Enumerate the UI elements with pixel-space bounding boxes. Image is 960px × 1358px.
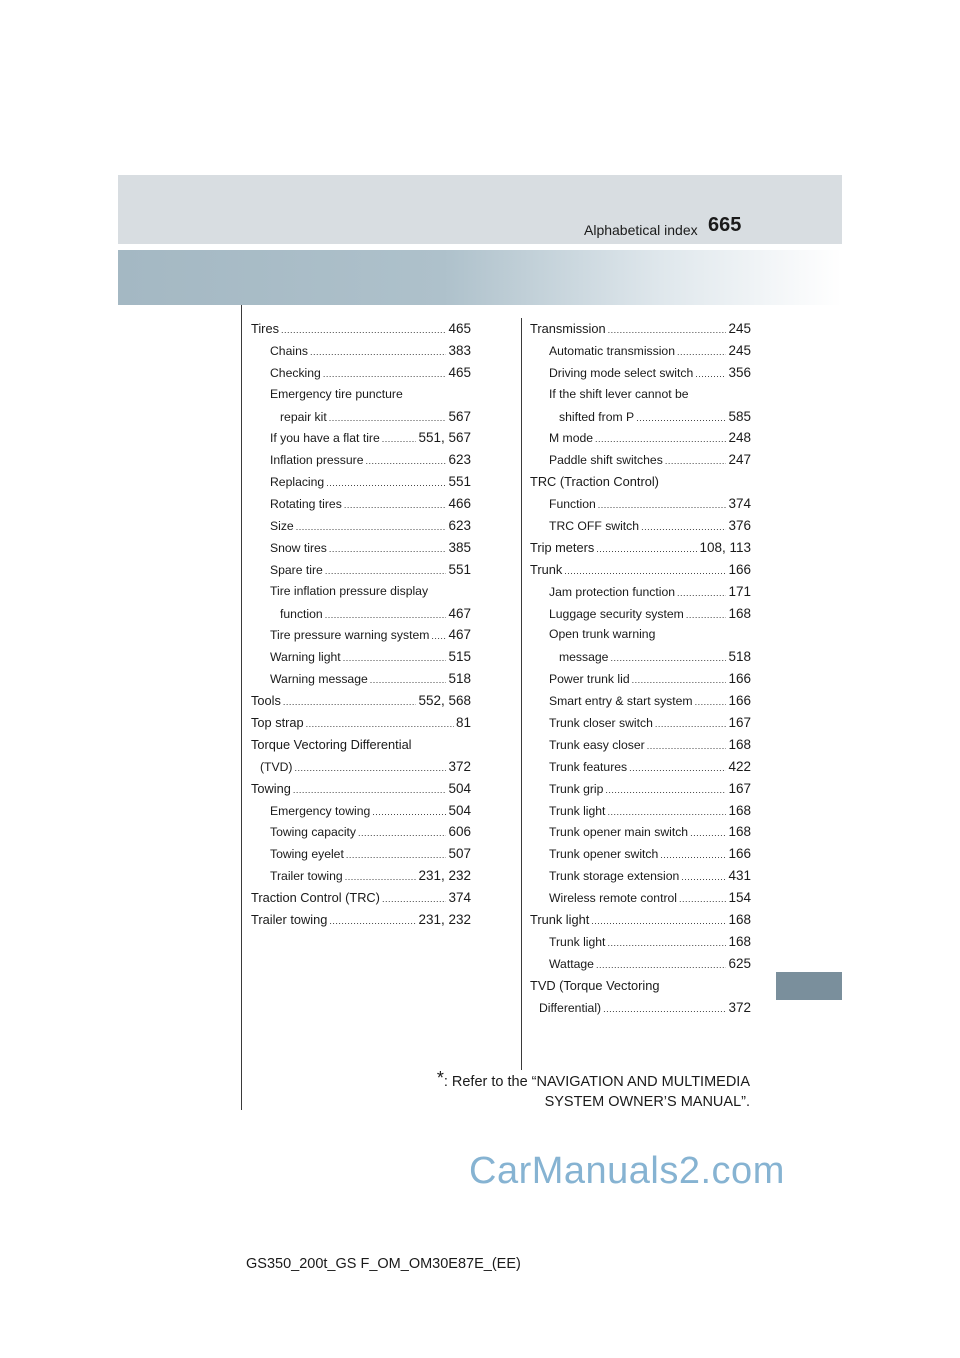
dot-leader bbox=[306, 714, 454, 734]
index-entry bbox=[251, 471, 471, 493]
dot-leader bbox=[686, 605, 727, 625]
index-entry bbox=[530, 997, 751, 1019]
entry-label: Tools bbox=[251, 693, 281, 709]
index-entry bbox=[530, 493, 751, 515]
entry-page-ref: 166 bbox=[728, 846, 751, 862]
index-entry bbox=[530, 690, 751, 712]
entry-label: Paddle shift switches bbox=[549, 453, 663, 468]
entry-page-ref: 551, 567 bbox=[418, 430, 471, 446]
dot-leader bbox=[382, 429, 417, 449]
entry-page-ref: 167 bbox=[728, 780, 751, 796]
dot-leader bbox=[603, 999, 726, 1019]
dot-leader bbox=[329, 911, 416, 931]
index-entry bbox=[530, 778, 751, 800]
index-entry bbox=[530, 384, 751, 406]
entry-page-ref: 231, 232 bbox=[418, 912, 471, 928]
entry-page-ref: 245 bbox=[728, 342, 751, 358]
index-entry bbox=[251, 340, 471, 362]
entry-page-ref: 552, 568 bbox=[418, 693, 471, 709]
entry-label: shifted from P bbox=[559, 409, 635, 424]
entry-page-ref: 507 bbox=[448, 846, 471, 862]
entry-label: Spare tire bbox=[270, 562, 323, 577]
dot-leader bbox=[346, 845, 447, 865]
entry-page-ref: 515 bbox=[448, 649, 471, 665]
index-column-left bbox=[251, 318, 471, 931]
dot-leader bbox=[677, 583, 726, 603]
index-entry bbox=[251, 537, 471, 559]
entry-page-ref: 166 bbox=[728, 671, 751, 687]
dot-leader bbox=[358, 823, 446, 843]
entry-label: Emergency towing bbox=[270, 803, 371, 818]
dot-leader bbox=[596, 955, 727, 975]
index-entry bbox=[530, 603, 751, 625]
index-entry bbox=[251, 406, 471, 428]
entry-label: Trunk light bbox=[530, 912, 590, 928]
entry-label: Trailer towing bbox=[251, 912, 328, 928]
dot-leader bbox=[591, 911, 726, 931]
entry-label: Smart entry & start system bbox=[549, 694, 693, 709]
dot-leader bbox=[329, 539, 447, 559]
index-entry bbox=[251, 581, 471, 603]
index-entry bbox=[530, 427, 751, 449]
entry-label: Checking bbox=[270, 365, 321, 380]
index-entry bbox=[251, 909, 471, 931]
entry-page-ref: 248 bbox=[728, 430, 751, 446]
entry-label: Trunk storage extension bbox=[549, 869, 680, 884]
index-entry bbox=[530, 537, 751, 559]
entry-page-ref: 166 bbox=[728, 561, 751, 577]
entry-label: Towing capacity bbox=[270, 825, 357, 840]
dot-leader bbox=[607, 933, 726, 953]
index-entry bbox=[251, 843, 471, 865]
index-entry bbox=[251, 690, 471, 712]
entry-label: function bbox=[280, 606, 323, 621]
entry-label: Rotating tires bbox=[270, 497, 342, 512]
entry-page-ref: 385 bbox=[448, 539, 471, 555]
index-entry bbox=[530, 953, 751, 975]
index-entry bbox=[251, 887, 471, 909]
dot-leader bbox=[636, 408, 726, 428]
index-entry bbox=[530, 471, 751, 493]
entry-label: Snow tires bbox=[270, 540, 327, 555]
entry-page-ref: 154 bbox=[728, 890, 751, 906]
entry-label: Inflation pressure bbox=[270, 453, 364, 468]
entry-label: Automatic transmission bbox=[549, 343, 675, 358]
page-number: 665 bbox=[708, 214, 742, 236]
dot-leader bbox=[283, 692, 417, 712]
entry-label: Towing eyelet bbox=[270, 847, 344, 862]
watermark: CarManuals2.com bbox=[469, 1150, 785, 1192]
index-entry bbox=[530, 887, 751, 909]
index-entry bbox=[530, 406, 751, 428]
index-entry bbox=[251, 800, 471, 822]
dot-leader bbox=[296, 517, 447, 537]
entry-page-ref: 356 bbox=[728, 364, 751, 380]
entry-label: TVD (Torque Vectoring bbox=[530, 977, 660, 993]
dot-leader bbox=[372, 802, 446, 822]
entry-page-ref: 585 bbox=[728, 408, 751, 424]
index-entry bbox=[530, 843, 751, 865]
entry-label: Driving mode select switch bbox=[549, 365, 694, 380]
entry-page-ref: 551 bbox=[448, 474, 471, 490]
index-entry bbox=[251, 756, 471, 778]
entry-page-ref: 108, 113 bbox=[699, 539, 751, 555]
entry-page-ref: 81 bbox=[455, 715, 471, 731]
index-entry bbox=[530, 800, 751, 822]
entry-label: Open trunk warning bbox=[549, 627, 656, 642]
index-entry bbox=[530, 712, 751, 734]
entry-page-ref: 167 bbox=[728, 715, 751, 731]
index-entry bbox=[530, 318, 751, 340]
entry-page-ref: 431 bbox=[728, 868, 751, 884]
dot-leader bbox=[329, 408, 447, 428]
entry-page-ref: 374 bbox=[448, 890, 471, 906]
dot-leader bbox=[632, 670, 727, 690]
entry-label: Trunk bbox=[530, 561, 563, 577]
dot-leader bbox=[366, 451, 447, 471]
index-entry bbox=[530, 975, 751, 997]
entry-label: Traction Control (TRC) bbox=[251, 890, 380, 906]
dot-leader bbox=[382, 889, 447, 909]
entry-page-ref: 231, 232 bbox=[418, 868, 471, 884]
entry-page-ref: 518 bbox=[728, 649, 751, 665]
index-entry bbox=[251, 362, 471, 384]
footnote bbox=[330, 1068, 750, 1112]
entry-page-ref: 623 bbox=[448, 452, 471, 468]
entry-page-ref: 467 bbox=[448, 627, 471, 643]
entry-label: Tires bbox=[251, 321, 279, 336]
entry-page-ref: 171 bbox=[728, 583, 751, 599]
entry-page-ref: 372 bbox=[448, 758, 471, 774]
index-entry bbox=[530, 581, 751, 603]
entry-label: Trailer towing bbox=[270, 869, 343, 884]
index-entry bbox=[530, 909, 751, 931]
entry-page-ref: 376 bbox=[728, 518, 751, 534]
dot-leader bbox=[677, 342, 726, 362]
index-entry bbox=[251, 427, 471, 449]
section-title: Alphabetical index bbox=[584, 222, 698, 238]
dot-leader bbox=[343, 648, 447, 668]
index-entry bbox=[251, 712, 471, 734]
entry-page-ref: 168 bbox=[728, 605, 751, 621]
dot-leader bbox=[326, 473, 446, 493]
index-entry bbox=[530, 515, 751, 537]
dot-leader bbox=[281, 320, 447, 340]
entry-label: Trunk light bbox=[549, 934, 606, 949]
title-gradient-band bbox=[118, 250, 842, 305]
index-entry bbox=[251, 449, 471, 471]
entry-page-ref: 606 bbox=[448, 824, 471, 840]
entry-label: Torque Vectoring Differential bbox=[251, 736, 412, 752]
index-entry bbox=[530, 559, 751, 581]
dot-leader bbox=[431, 626, 446, 646]
entry-label: Function bbox=[549, 497, 596, 512]
document-code: GS350_200t_GS F_OM_OM30E87E_(EE) bbox=[246, 1256, 521, 1272]
entry-page-ref: 383 bbox=[448, 342, 471, 358]
dot-leader bbox=[690, 823, 726, 843]
dot-leader bbox=[695, 364, 726, 384]
index-entry bbox=[251, 384, 471, 406]
entry-page-ref: 168 bbox=[728, 736, 751, 752]
index-entry bbox=[251, 734, 471, 756]
entry-label: Trunk closer switch bbox=[549, 716, 653, 731]
entry-label: Emergency tire puncture bbox=[270, 386, 403, 401]
dot-leader bbox=[641, 517, 726, 537]
dot-leader bbox=[293, 780, 447, 800]
index-column-right bbox=[530, 318, 751, 1019]
index-entry bbox=[530, 756, 751, 778]
entry-page-ref: 467 bbox=[448, 605, 471, 621]
index-entry bbox=[251, 865, 471, 887]
entry-page-ref: 625 bbox=[728, 955, 751, 971]
entry-label: Tire pressure warning system bbox=[270, 628, 430, 643]
entry-page-ref: 504 bbox=[448, 780, 471, 796]
dot-leader bbox=[596, 539, 697, 559]
footnote-marker: * bbox=[436, 1068, 444, 1088]
dot-leader bbox=[344, 495, 447, 515]
entry-label: Trunk opener main switch bbox=[549, 825, 689, 840]
entry-label: Trunk opener switch bbox=[549, 847, 659, 862]
entry-label: TRC (Traction Control) bbox=[530, 474, 659, 490]
index-entry bbox=[251, 515, 471, 537]
entry-label: (TVD) bbox=[260, 759, 293, 774]
index-entry bbox=[530, 865, 751, 887]
dot-leader bbox=[629, 758, 726, 778]
entry-label: Top strap bbox=[251, 715, 304, 731]
dot-leader bbox=[323, 364, 447, 384]
dot-leader bbox=[610, 648, 726, 668]
dot-leader bbox=[607, 802, 726, 822]
footnote-line-1 bbox=[330, 1068, 750, 1092]
index-entry bbox=[251, 821, 471, 843]
dot-leader bbox=[665, 451, 727, 471]
entry-page-ref: 465 bbox=[448, 321, 471, 336]
section-thumb-tab bbox=[776, 972, 842, 1000]
entry-label: M mode bbox=[549, 431, 594, 446]
entry-label: If the shift lever cannot be bbox=[549, 386, 689, 401]
dot-leader bbox=[695, 692, 727, 712]
entry-page-ref: 168 bbox=[728, 912, 751, 928]
dot-leader bbox=[325, 561, 447, 581]
dot-leader bbox=[310, 342, 447, 362]
dot-leader bbox=[681, 867, 726, 887]
entry-page-ref: 551 bbox=[448, 561, 471, 577]
entry-label: Trunk light bbox=[549, 803, 606, 818]
entry-page-ref: 166 bbox=[728, 693, 751, 709]
entry-label: Trunk features bbox=[549, 759, 628, 774]
entry-label: Differential) bbox=[539, 1000, 602, 1015]
entry-label: repair kit bbox=[280, 409, 327, 424]
entry-label: If you have a flat tire bbox=[270, 431, 380, 446]
entry-label: Towing bbox=[251, 780, 291, 796]
entry-page-ref: 374 bbox=[728, 496, 751, 512]
dot-leader bbox=[370, 670, 447, 690]
index-entry bbox=[530, 668, 751, 690]
dot-leader bbox=[679, 889, 726, 909]
entry-page-ref: 518 bbox=[448, 671, 471, 687]
index-entry bbox=[251, 668, 471, 690]
index-entry bbox=[251, 559, 471, 581]
dot-leader bbox=[598, 495, 727, 515]
index-entry bbox=[530, 340, 751, 362]
entry-page-ref: 168 bbox=[728, 933, 751, 949]
footnote-line-2: SYSTEM OWNER’S MANUAL”. bbox=[544, 1094, 750, 1110]
entry-page-ref: 504 bbox=[448, 802, 471, 818]
entry-label: Tire inflation pressure display bbox=[270, 583, 429, 598]
entry-label: Warning light bbox=[270, 650, 341, 665]
entry-page-ref: 567 bbox=[448, 408, 471, 424]
entry-label: Trunk easy closer bbox=[549, 737, 645, 752]
index-entry bbox=[530, 734, 751, 756]
dot-leader bbox=[564, 561, 726, 581]
entry-label: Jam protection function bbox=[549, 584, 676, 599]
footnote-text-1: : Refer to the “NAVIGATION AND MULTIMEDIA bbox=[443, 1074, 750, 1090]
index-entry bbox=[251, 624, 471, 646]
entry-label: Transmission bbox=[530, 321, 606, 336]
entry-label: Trip meters bbox=[530, 539, 595, 555]
entry-label: Wattage bbox=[549, 956, 594, 971]
index-entry bbox=[530, 646, 751, 668]
dot-leader bbox=[655, 714, 727, 734]
dot-leader bbox=[295, 758, 447, 778]
index-entry bbox=[251, 646, 471, 668]
entry-label: Trunk grip bbox=[549, 781, 604, 796]
entry-label: Chains bbox=[270, 343, 308, 358]
entry-page-ref: 168 bbox=[728, 802, 751, 818]
dot-leader bbox=[345, 867, 417, 887]
entry-label: Size bbox=[270, 519, 294, 534]
entry-page-ref: 623 bbox=[448, 518, 471, 534]
index-entry bbox=[530, 821, 751, 843]
left-margin-rule bbox=[241, 305, 242, 1110]
entry-page-ref: 168 bbox=[728, 824, 751, 840]
entry-label: Replacing bbox=[270, 475, 325, 490]
index-entry bbox=[530, 449, 751, 471]
index-entry bbox=[530, 362, 751, 384]
entry-page-ref: 465 bbox=[448, 364, 471, 380]
dot-leader bbox=[660, 845, 726, 865]
dot-leader bbox=[325, 605, 447, 625]
entry-label: TRC OFF switch bbox=[549, 519, 640, 534]
index-entry bbox=[530, 931, 751, 953]
index-entry bbox=[530, 624, 751, 646]
index-entry bbox=[251, 493, 471, 515]
entry-label: Warning message bbox=[270, 672, 368, 687]
column-divider bbox=[521, 318, 522, 1070]
entry-label: Wireless remote control bbox=[549, 891, 678, 906]
entry-label: Power trunk lid bbox=[549, 672, 630, 687]
dot-leader bbox=[595, 429, 726, 449]
entry-page-ref: 372 bbox=[728, 999, 751, 1015]
entry-label: Luggage security system bbox=[549, 606, 684, 621]
entry-page-ref: 247 bbox=[728, 452, 751, 468]
index-entry bbox=[251, 603, 471, 625]
dot-leader bbox=[647, 736, 727, 756]
entry-page-ref: 422 bbox=[728, 758, 751, 774]
entry-label: message bbox=[559, 650, 609, 665]
dot-leader bbox=[608, 320, 727, 340]
index-entry bbox=[251, 318, 471, 340]
index-entry bbox=[251, 778, 471, 800]
entry-page-ref: 466 bbox=[448, 496, 471, 512]
dot-leader bbox=[605, 780, 726, 800]
entry-page-ref: 245 bbox=[728, 321, 751, 336]
